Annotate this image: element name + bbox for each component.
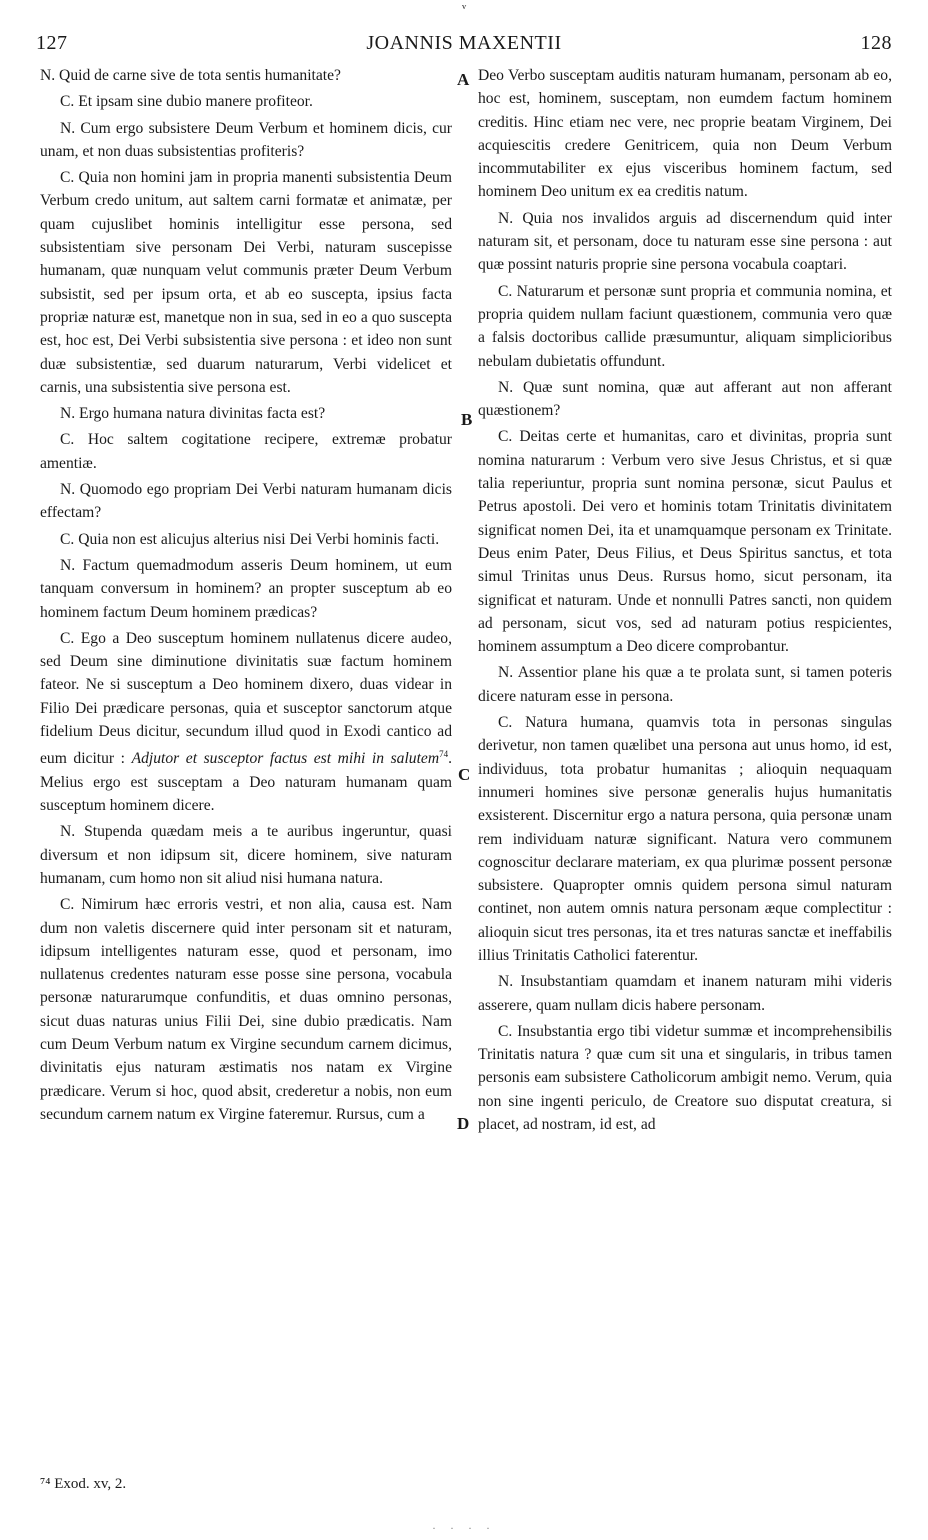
page-top-mark: ᵛ xyxy=(462,2,467,17)
paragraph: C. Quia non homini jam in propria manenti subsistentia Deum Verbum credo unitum, aut saltem carni formatæ et animatæ, per quam cujuslibet hominis intelligitur esse persona, sed subsistentiam sive personam Dei Verbi, naturam suscepisse humanam, quæ nunquam velut communis præter Deum Verbum subsistit, sed per ipsum orta, et ab eo suscepta, ipsius facta propriæ naturæ est, manetque non in sua, sed in eo a quo suscepta est, hoc est, Dei Verbi subsistentia sive persona : et ideo non sunt duæ subsistentiæ, sed duarum naturarum, Verbi videlicet et carnis, una subsistentia sive persona est. xyxy=(40,169,452,396)
paragraph: N. Assentior plane his quæ a te prolata sunt, si tamen poteris dicere naturam esse in persona. xyxy=(478,664,892,705)
running-header xyxy=(36,32,892,62)
paragraph: C. Nimirum hæc erroris vestri, et non alia, causa est. Nam dum non valetis discernere quid inter personam sit et naturam, idipsum intelligentes naturam esse, quod et personam, imo nullatenus credentes naturam esse posse sine persona, vocabula personæ naturarumque confunditis, et duas omnino personas, sicut duas naturas unius Filii Dei, sine dubio prædicatis. Nam cum Deum Verbum natum ex Virgine secundum carnem dicimus, divinitatis ejus naturam æstimatis nos natam ex Virgine prædicare. Verum si hoc, quod absit, crederetur a nobis, non eum secundum carnem natum ex Virgine fateremur. Rursus, cum a xyxy=(40,896,452,1123)
paragraph: N. Factum quemadmodum asseris Deum hominem, ut eum tanquam conversum in hominem? an propter susceptum ab eo hominem factum Deum hominem prædicas? xyxy=(40,556,452,621)
margin-letter-b: B xyxy=(461,410,473,429)
paragraph-with-quote xyxy=(40,627,452,818)
right-column xyxy=(478,64,892,1139)
paragraph-text-continued: . Melius ergo est susceptam a Deo naturam humanam quam susceptum hominem dicere. xyxy=(40,750,452,815)
paragraph: C. Deitas certe et humanitas, caro et divinitas, propria sunt nomina naturarum : Verbum vero sive Jesus Christus, et si quæ talia reperiuntur, propria sunt nomina personæ, sicut Paulus et Petrus apostoli. Dei vero et hominis totam Trinitatis divinitatem significat nomen Dei, ita et unamquamque personam ex Trinitate. Deus enim Pater, Deus Filius, et Deus Spiritus sanctus, et tota simul Trinitas unus Deus. Rursus homo, sicut personam, ita significat et naturam. Unde et nonnulli Patres sancti, non quidem ad personam, sicut vos, sed ad naturam potius respicientes, hominem assumptum a Deo dicere comprobantur. xyxy=(478,428,892,656)
paragraph: N. Quid de carne sive de tota sentis humanitate? xyxy=(40,67,341,84)
footnote: ⁷⁴ Exod. xv, 2. xyxy=(40,1476,127,1492)
paragraph: C. Natura humana, quamvis tota in personas singulas derivetur, non tamen quælibet una persona aut unus homo, id est, individuus, tota probatur humanitas ; alioquin nequaquam innumeri homines sive personæ generalis hujus humanitatis exsisterent. Discernitur ergo a natura persona, quia personæ unam rem individuam naturæ significant. Natura vero communem cognoscitur declarare materiam, ex qua plurimæ possent personæ subsistere. Quapropter omnis quidem persona simul naturam continet, non autem omnis natura personam æque complectitur : alioquin sicut tres personas, ita et tres naturas sanctæ et ineffabilis illius Trinitatis Catholici faterentur. xyxy=(478,714,892,964)
paragraph: N. Quomodo ego propriam Dei Verbi naturam humanam dicis effectam? xyxy=(40,481,452,522)
margin-letter-c: C xyxy=(458,765,471,784)
paragraph: N. Cum ergo subsistere Deum Verbum et hominem dicis, cur unam, et non duas subsistentias profiteris? xyxy=(40,119,452,160)
paragraph: N. Quæ sunt nomina, quæ aut afferant aut non afferant quæstionem? xyxy=(478,378,892,420)
paragraph: C. Insubstantia ergo tibi videtur summæ et incomprehensibilis Trinitatis natura ? quæ cum sit una et singularis, in tribus tamen personis eam subsistere Catholicorum ambigit nemo. Verum, quia non sine ingenti periculo, de Creatore suo disputat creatura, si placet, ad nostram, id est, ad xyxy=(478,1022,892,1134)
left-page-number: 127 xyxy=(36,32,68,54)
paragraph: N. Stupenda quædam meis a te auribus ingeruntur, quasi diversum et non idipsum sit, dicere hominem, sive naturam humanam, cum homo non sit aliud nisi humana natura. xyxy=(40,823,452,887)
paragraph: C. Hoc saltem cogitatione recipere, extremæ probatur amentiæ. xyxy=(40,431,452,472)
right-page-number: 128 xyxy=(860,32,892,54)
running-title: JOANNIS MAXENTII xyxy=(366,32,562,54)
scripture-quote: Adjutor et susceptor factus est mihi in salutem xyxy=(131,750,440,768)
paragraph: C. Naturarum et personæ sunt propria et communia nomina, et propria quidem nullam faciunt quæstionem, communia vero quæ a falsis doctoribus callide præsumuntur, aliquam simplicioribus nebulam dubietatis offundunt. xyxy=(478,282,892,370)
paragraph-text: C. Ego a Deo susceptum hominem nullatenus dicere audeo, sed Deum sine diminutione divinitatis suæ factum hominem fateor. Ne si susceptum a Deo hominem dixero, duas videar in Filio Dei prædicare personas, quia et susceptor sanctorum atque fidelium Deus dicitur, secundum illud quod in Exodi cantico ad eum dicitur : xyxy=(40,629,452,768)
bottom-marks: . . . . xyxy=(432,1518,496,1532)
left-column xyxy=(40,64,452,1129)
margin-letter-a: A xyxy=(457,70,470,89)
paragraph: N. Quia nos invalidos arguis ad discernendum quid inter naturam sit, et personam, doce tu naturam esse sine persona : aut quæ possint naturis proprie sine persona vocabula coaptari. xyxy=(478,209,892,274)
footnote-ref: 74 xyxy=(439,749,449,760)
paragraph: C. Quia non est alicujus alterius nisi Dei Verbi hominis facti. xyxy=(60,530,440,548)
paragraph: N. Ergo humana natura divinitas facta est? xyxy=(60,405,326,423)
margin-letter-d: D xyxy=(457,1114,470,1133)
paragraph: N. Insubstantiam quamdam et inanem naturam mihi videris asserere, quam nullam dicis habere personam. xyxy=(478,973,892,1014)
paragraph: C. Et ipsam sine dubio manere profiteor. xyxy=(60,93,313,111)
paragraph: Deo Verbo susceptam auditis naturam humanam, personam ab eo, hoc est, hominem, susceptam, non eumdem factum hominem creditis. Hinc etiam nec vere, nec proprie beatam Virginem, Dei acquiescitis credere Genitricem, quia non Deum Verbum incommutabiliter ex ejus visceribus hominem factum, sed hominem Deo unitum ex ea creditis natum. xyxy=(478,67,892,201)
